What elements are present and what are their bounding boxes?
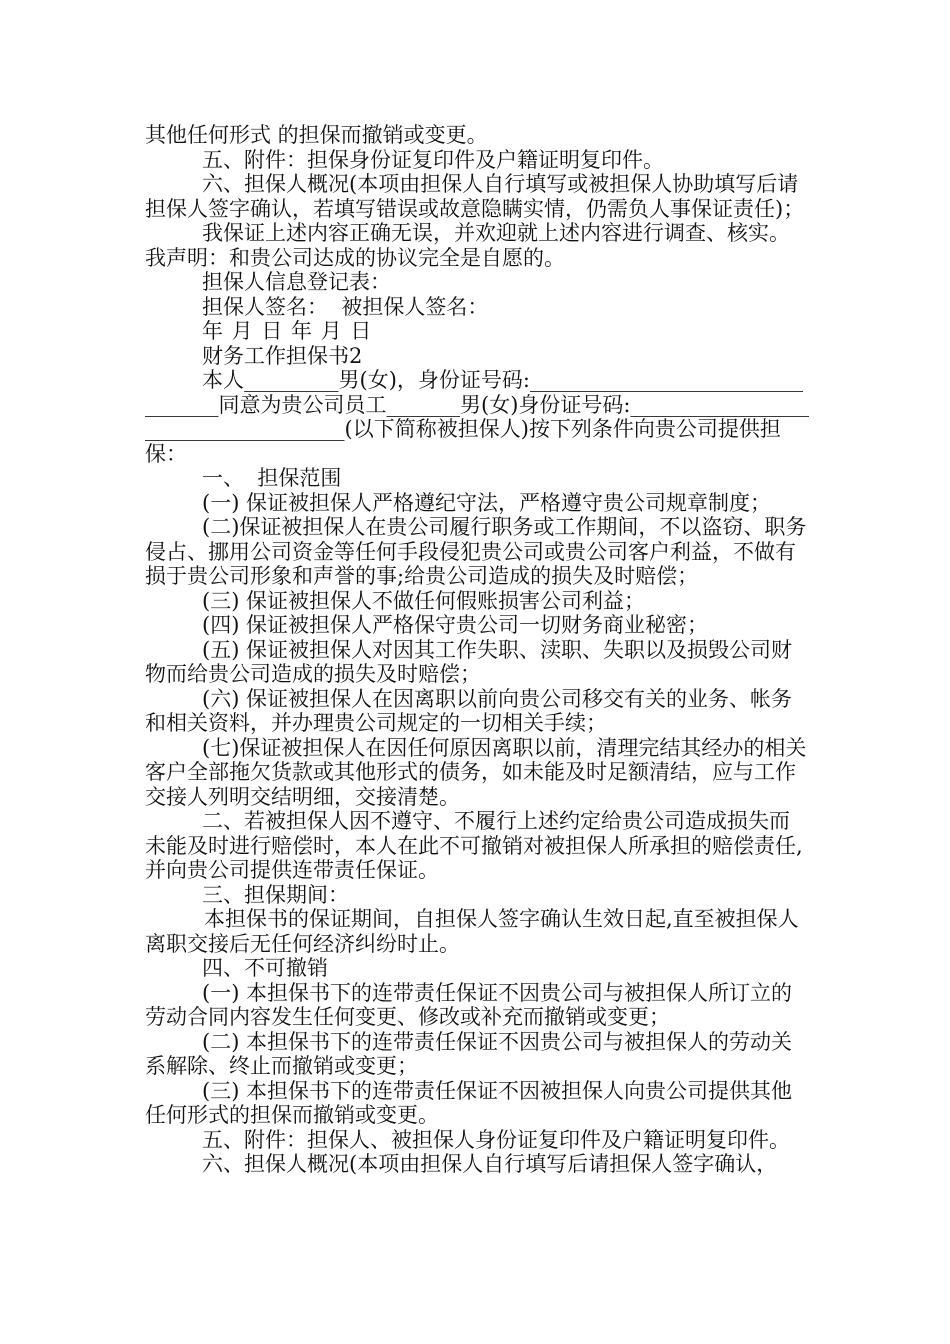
heading-period: 三、担保期间： (202, 882, 349, 907)
paragraph-declaration: 我保证上述内容正确无误，并欢迎就上述内容进行调查、核实。我声明：和贵公司达成的协议完全是自愿的。 (145, 221, 790, 270)
clause-3-period: 本担保书的保证期间，自担保人签字确认生效日起,直至被担保人离职交接后无任何经济纠纷时止。 (145, 907, 799, 956)
clause-1-3: (三) 保证被担保人不做任何假账损害公司利益； (202, 588, 646, 613)
clause-2: 二、若被担保人因不遵守、不履行上述约定给贵公司造成损失而未能及时进行赔偿时，本人在此不可撤销对被担保人所承担的赔偿责任,并向贵公司提供连带责任保证。 (145, 809, 803, 882)
clause-4-3: (三) 本担保书下的连带责任保证不因被担保人向贵公司提供其他任何形式的担保而撤销或变更。 (145, 1078, 793, 1127)
heading-scope: 一、 担保范围 (202, 466, 342, 490)
clause-1-1: (一) 保证被担保人严格遵纪守法，严格遵守贵公司规章制度； (202, 490, 772, 515)
paragraph-attachment-2: 五、附件：担保人、被担保人身份证复印件及户籍证明复印件。 (202, 1127, 790, 1152)
paragraph-attachment-1: 五、附件：担保身份证复印件及户籍证明复印件。 (202, 147, 664, 172)
paragraph-registration-form: 担保人信息登记表： (202, 270, 391, 294)
document-section-title: 财务工作担保书2 (202, 343, 363, 368)
paragraph-guarantor-identity: 本人_________男(女)，身份证号码:_________________________________同意为贵公司员工_______男(女)身份证号码:____________________________________(以下简称被担保人)按下列条件向贵公司提供担保： (145, 368, 809, 466)
clause-1-6: (六) 保证被担保人在因离职以前向贵公司移交有关的业务、帐务和相关资料，并办理贵公司规定的一切相关手续； (145, 686, 793, 735)
paragraph-signatures: 担保人签名： 被担保人签名： (202, 294, 489, 319)
paragraph-guarantor-overview-2: 六、担保人概况(本项由担保人自行填写后请担保人签字确认， (202, 1152, 778, 1176)
paragraph-guarantor-overview-1: 六、担保人概况(本项由担保人自行填写或被担保人协助填写后请担保人签字确认，若填写错误或故意隐瞒实情，仍需负人事保证责任)； (145, 172, 805, 221)
paragraph-continuation: 其他任何形式 的担保而撤销或变更。 (145, 123, 488, 147)
clause-4-1: (一) 本担保书下的连带责任保证不因贵公司与被担保人所订立的劳动合同内容发生任何变更、修改或补充而撤销或变更； (145, 980, 793, 1029)
paragraph-signature-dates: 年 月 日 年 月 日 (202, 319, 373, 343)
document-body (145, 123, 810, 1177)
clause-1-5: (五) 保证被担保人对因其工作失职、渎职、失职以及损毁公司财物而给贵公司造成的损失及时赔偿； (145, 637, 793, 686)
clause-1-7: (七)保证被担保人在因任何原因离职以前，清理完结其经办的相关客户全部拖欠货款或其他形式的债务，如未能及时足额清结，应与工作交接人列明交结明细，交接清楚。 (145, 735, 807, 809)
clause-1-2: (二)保证被担保人在贵公司履行职务或工作期间，不以盗窃、职务侵占、挪用公司资金等任何手段侵犯贵公司或贵公司客户利益，不做有损于贵公司形象和声誉的事;给贵公司造成的损失及时赔偿； (145, 515, 807, 588)
clause-1-4: (四) 保证被担保人严格保守贵公司一切财务商业秘密； (202, 613, 709, 637)
clause-4-2: (二) 本担保书下的连带责任保证不因贵公司与被担保人的劳动关系解除、终止而撤销或变更； (145, 1029, 793, 1078)
heading-irrevocable: 四、不可撤销 (202, 956, 328, 980)
